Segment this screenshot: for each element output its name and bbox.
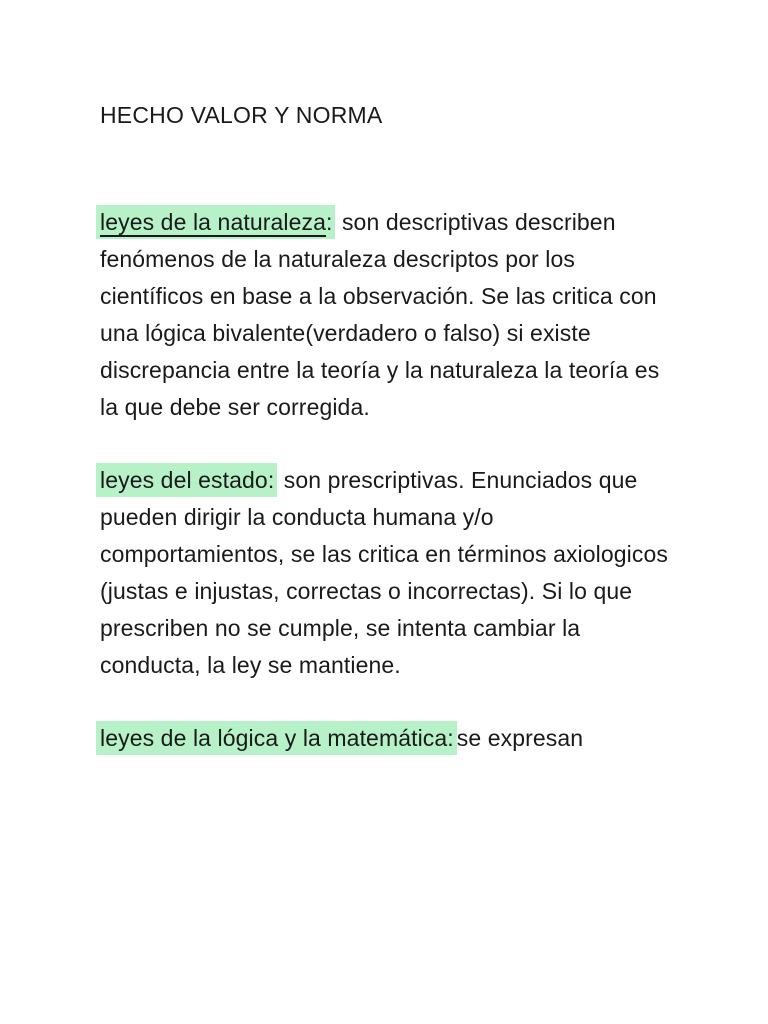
paragraph-body: son descriptivas describen fenómenos de la naturaleza descriptos por los científicos en base a la observación. Se las critica con una lógica bivalente(verdadero o falso) si existe discrepancia entre la teoría y la naturaleza la teoría es la que debe ser corregida. (100, 209, 660, 420)
paragraph-leyes-estado (100, 462, 668, 684)
paragraph-leyes-logica-matematica (100, 720, 668, 757)
highlighted-term: leyes del estado: (96, 463, 277, 497)
paragraph-body: son prescriptivas. Enunciados que pueden dirigir la conducta humana y/o comportamientos, se las critica en términos axiologicos (justas e injustas, correctas o incorrectas). Si lo que prescriben no se cumple, se intenta cambiar la conducta, la ley se mantiene. (100, 467, 668, 678)
term-colon: : (325, 209, 333, 235)
document-title: HECHO VALOR Y NORMA (100, 102, 383, 128)
underlined-term: leyes de la naturaleza (100, 209, 326, 235)
highlighted-term: leyes de la lógica y la matemática: (96, 721, 457, 755)
highlighted-term (96, 205, 335, 239)
paragraph-body: se expresan (456, 725, 584, 751)
paragraph-leyes-naturaleza (100, 204, 668, 426)
